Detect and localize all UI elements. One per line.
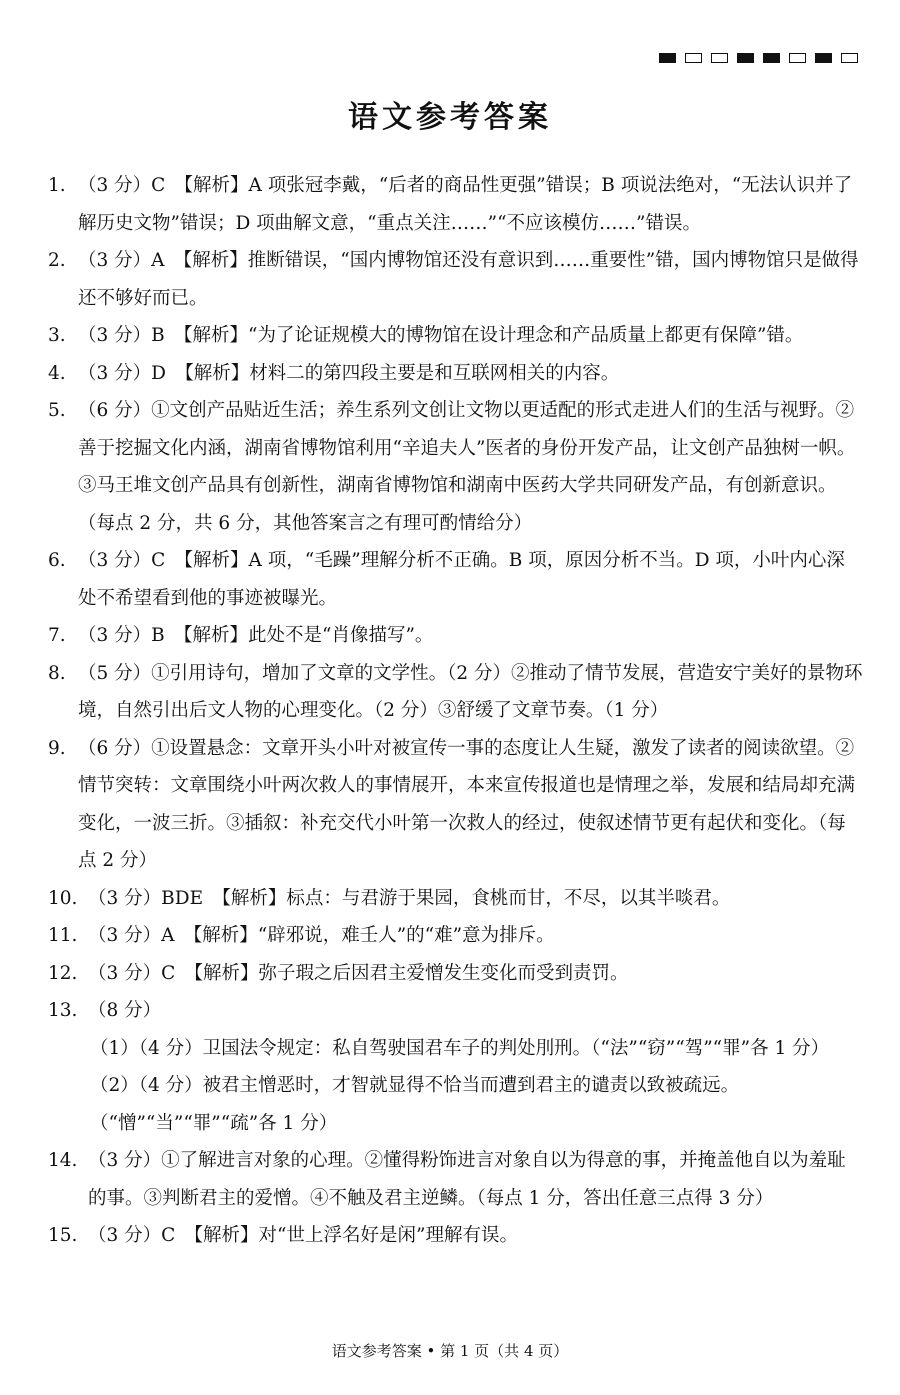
item-number: 14. <box>48 1150 78 1171</box>
answer-item <box>48 955 863 993</box>
code-mark <box>685 53 702 63</box>
item-number: 4. <box>48 362 66 384</box>
item-number: 5. <box>48 400 66 421</box>
item-text: （3 分）A 【解析】“辟邪说，难壬人”的“难”意为排斥。 <box>88 925 555 946</box>
item-number: 6. <box>48 550 66 571</box>
item-text: （3 分）①了解进言对象的心理。②懂得粉饰进言对象自以为得意的事，并掩盖他自以为羞耻的事。③判断君主的爱憎。④不触及君主逆鳞。（每点 1 分，答出任意三点得 3 分） <box>88 1150 846 1209</box>
item-number: 3. <box>48 325 66 346</box>
item-text: （3 分）C 【解析】弥子瑕之后因君主爱憎发生变化而受到责罚。 <box>88 962 629 984</box>
item-number: 2. <box>48 250 66 271</box>
answer-item <box>48 730 863 880</box>
page-code-marks <box>659 53 858 63</box>
item-text: （3 分）C 【解析】对“世上浮名好是闲”理解有误。 <box>88 1225 518 1246</box>
item-number: 13. <box>48 1000 78 1021</box>
answer-subitem: （2）（4 分）被君主憎恶时，才智就显得不恰当而遭到君主的谴责以致被疏远。（“憎”“当”“罪”“疏”各 1 分） <box>90 1075 740 1134</box>
answer-subitem: （1）（4 分）卫国法令规定：私自驾驶国君车子的判处刖刑。（“法”“窃”“驾”“罪”各 1 分） <box>90 1037 830 1059</box>
item-text: （3 分）D 【解析】材料二的第四段主要是和互联网相关的内容。 <box>78 362 620 384</box>
code-mark <box>737 53 754 63</box>
item-number: 11. <box>48 925 78 946</box>
answer-item <box>48 317 863 355</box>
answer-item <box>48 542 863 617</box>
item-number: 8. <box>48 662 66 684</box>
item-text: （6 分）①设置悬念：文章开头小叶对被宣传一事的态度让人生疑，激发了读者的阅读欲望。②情节突转：文章围绕小叶两次救人的事情展开，本来宣传报道也是情理之举，发展和结局却充满变化，一波三折。③插叙：补充交代小叶第一次救人的经过，使叙述情节更有起伏和变化。（每点 2 分） <box>78 737 856 871</box>
item-text: （3 分）C 【解析】A 项，“毛躁”理解分析不正确。B 项，原因分析不当。D 项，小叶内心深处不希望看到他的事迹被曝光。 <box>78 550 845 609</box>
item-text: （3 分）B 【解析】此处不是“肖像描写”。 <box>78 625 434 646</box>
answer-item <box>48 880 863 918</box>
code-mark <box>659 53 676 63</box>
answer-list <box>48 167 863 1255</box>
answer-item <box>48 167 863 242</box>
answer-item <box>48 655 863 730</box>
item-text: （6 分）①文创产品贴近生活；养生系列文创让文物以更适配的形式走进人们的生活与视野。②善于挖掘文化内涵，湖南省博物馆利用“辛追夫人”医者的身份开发产品，让文创产品独树一帜。③马王堆文创产品具有创新性，湖南省博物馆和湖南中医药大学共同研发产品，有创新意识。（每点 2 分，共 6 分，其他答案言之有理可酌情给分） <box>78 400 856 534</box>
code-mark <box>711 53 728 63</box>
page-title: 语文参考答案 <box>348 100 552 135</box>
answer-item <box>48 992 863 1030</box>
answer-item <box>48 617 863 655</box>
item-number: 10. <box>48 887 78 909</box>
item-text: （3 分）C 【解析】A 项张冠李戴，“后者的商品性更强”错误；B 项说法绝对，“无法认识并了解历史文物”错误；D 项曲解文意，“重点关注……”“不应该模仿……”错误。 <box>78 175 853 234</box>
item-text: （8 分） <box>88 1000 162 1021</box>
code-mark <box>841 53 858 63</box>
code-mark <box>789 53 806 63</box>
answer-item <box>48 1142 863 1217</box>
answer-item <box>48 242 863 317</box>
item-number: 7. <box>48 625 66 646</box>
answer-item <box>48 917 863 955</box>
item-text: （5 分）①引用诗句，增加了文章的文学性。（2 分）②推动了情节发展，营造安宁美好的景物环境，自然引出后文人物的心理变化。（2 分）③舒缓了文章节奏。（1 分） <box>78 662 863 721</box>
item-number: 1. <box>48 175 66 196</box>
item-number: 12. <box>48 962 78 984</box>
item-text: （3 分）B 【解析】“为了论证规模大的博物馆在设计理念和产品质量上都更有保障”错。 <box>78 325 804 346</box>
item-number: 15. <box>48 1225 78 1246</box>
code-mark <box>763 53 780 63</box>
item-text: （3 分）A 【解析】推断错误，“国内博物馆还没有意识到……重要性”错，国内博物馆只是做得还不够好而已。 <box>78 250 859 309</box>
answer-item <box>48 355 863 393</box>
item-number: 9. <box>48 737 66 759</box>
code-mark <box>815 53 832 63</box>
item-text: （3 分）BDE 【解析】标点：与君游于果园，食桃而甘，不尽，以其半啖君。 <box>88 887 731 909</box>
answer-item <box>48 392 863 542</box>
page-footer: 语文参考答案 • 第 1 页（共 4 页） <box>331 1342 569 1360</box>
answer-item <box>48 1217 863 1255</box>
